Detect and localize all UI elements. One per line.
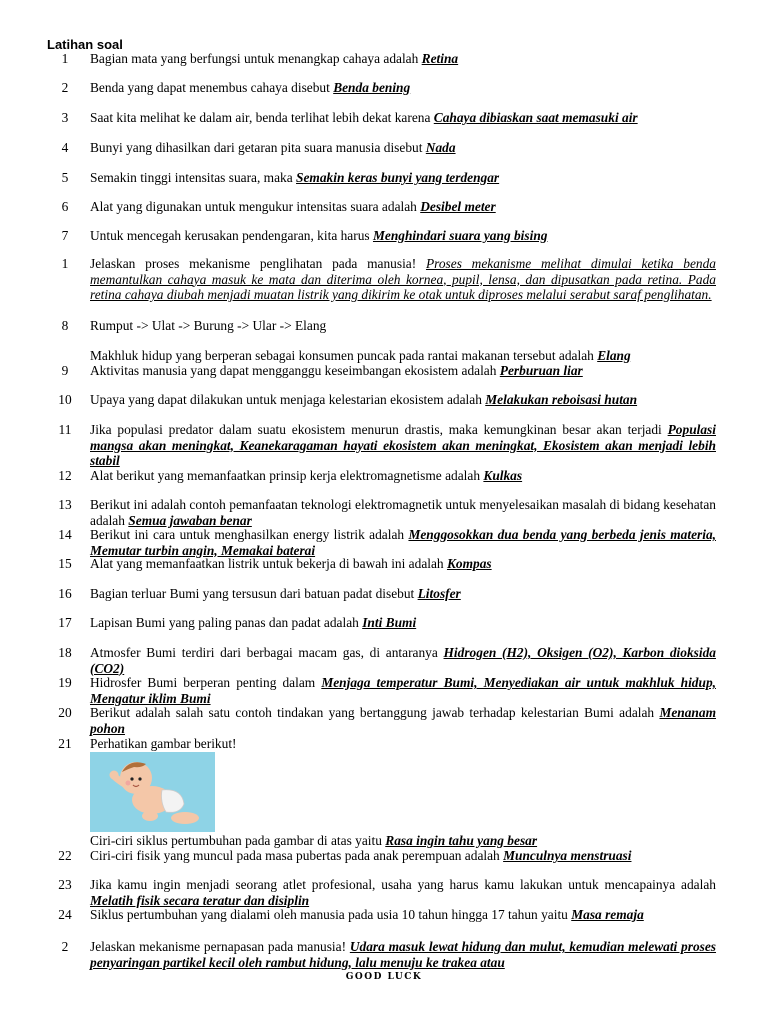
answer-text: Udara masuk lewat hidung dan mulut, kemudian melewati proses penyaringan partikel kecil oleh rambut hidung, lalu menuju ke trakea atau: [90, 939, 717, 970]
question-text-block: [90, 170, 716, 186]
question-text: Makhluk hidup yang berperan sebagai konsumen puncak pada rantai makanan tersebut adalah: [90, 348, 598, 363]
baby-crawling-image: [90, 752, 215, 832]
question-text-block: [90, 318, 716, 334]
question-text-block: [90, 256, 716, 303]
answer-text: Desibel meter: [420, 199, 496, 214]
question-text: Bagian mata yang berfungsi untuk menangkap cahaya adalah: [90, 51, 422, 66]
question-text: Aktivitas manusia yang dapat mengganggu keseimbangan ekosistem adalah: [90, 363, 500, 378]
question-text: Untuk mencegah kerusakan pendengaran, kita harus: [90, 228, 373, 243]
question-text: Bagian terluar Bumi yang tersusun dari batuan padat disebut: [90, 586, 418, 601]
question-text-block: [90, 392, 716, 408]
question-text: Jika kamu ingin menjadi seorang atlet profesional, usaha yang harus kamu lakukan untuk mencapainya adalah: [90, 877, 716, 892]
page-title: Latihan soal: [47, 37, 123, 52]
answer-text: Masa remaja: [571, 907, 644, 922]
question-number: 14: [58, 527, 72, 542]
question-number: 2: [61, 80, 69, 95]
question-text: Upaya yang dapat dilakukan untuk menjaga kelestarian ekosistem adalah: [90, 392, 486, 407]
answer-text: Inti Bumi: [362, 615, 417, 630]
question-text: Rumput -> Ulat -> Burung -> Ular -> Elang: [90, 318, 327, 333]
question-text: Berikut adalah salah satu contoh tindakan yang bertanggung jawab terhadap kelestarian Bumi adalah: [90, 705, 660, 720]
answer-text: Cahaya dibiaskan saat memasuki air: [433, 110, 638, 125]
question-text: Jelaskan proses mekanisme penglihatan pada manusia!: [90, 256, 426, 271]
question-number: 22: [58, 848, 72, 863]
question-text: Benda yang dapat menembus cahaya disebut: [90, 80, 334, 95]
question-text: Alat berikut yang memanfaatkan prinsip kerja elektromagnetisme adalah: [90, 468, 484, 483]
answer-text: Melatih fisik secara teratur dan disiplin: [90, 892, 310, 908]
question-number: 19: [58, 675, 72, 690]
question-text-block: [90, 468, 716, 484]
answer-text: Menggosokkan dua benda yang berbeda jenis materia, Memutar turbin angin, Memakai baterai: [90, 527, 716, 558]
question-number: 18: [58, 645, 72, 660]
answer-text: Munculnya menstruasi: [503, 848, 632, 863]
answer-text: Menjaga temperatur Bumi, Menyediakan air untuk makhluk hidup, Mengatur iklim Bumi: [90, 675, 716, 706]
question-text: Semakin tinggi intensitas suara, maka: [90, 170, 297, 185]
question-number: 13: [58, 497, 72, 512]
answer-text: Benda bening: [333, 80, 411, 95]
answer-text: Kulkas: [483, 468, 523, 483]
answer-text: Rasa ingin tahu yang besar: [385, 833, 538, 848]
question-number: 2: [61, 939, 69, 954]
question-text-block: [90, 907, 716, 923]
question-text: Alat yang digunakan untuk mengukur intensitas suara adalah: [90, 199, 421, 214]
question-text-block: [90, 363, 716, 379]
baby-illustration: [90, 752, 215, 832]
question-text-block: [90, 833, 716, 849]
question-text-block: [90, 615, 716, 631]
question-number: 3: [61, 110, 69, 125]
answer-text: Hidrogen (H2), Oksigen (O2), Karbon dioksida (CO2): [90, 645, 716, 676]
question-number: 24: [58, 907, 72, 922]
question-text-block: [90, 348, 716, 364]
question-number: 10: [58, 392, 72, 407]
question-text-block: [90, 939, 716, 970]
question-text-block: [90, 497, 716, 528]
question-number: 9: [61, 363, 69, 378]
question-number: 17: [58, 615, 72, 630]
question-number: 16: [58, 586, 72, 601]
question-number: 4: [61, 140, 69, 155]
question-text: Hidrosfer Bumi berperan penting dalam: [90, 675, 322, 690]
question-text-block: [90, 675, 716, 706]
question-text-block: [90, 556, 716, 572]
answer-text: Perburuan liar: [499, 363, 583, 378]
question-number: 1: [61, 51, 69, 66]
question-number: 11: [58, 422, 72, 437]
answer-text: Populasi mangsa akan meningkat, Keanekaragaman hayati ekosistem akan meningkat, Ekosistem akan menjadi lebih stabil: [90, 422, 716, 468]
answer-text: Elang: [597, 348, 631, 363]
question-text-block: [90, 80, 716, 96]
question-number: 8: [61, 318, 69, 333]
question-text-block: [90, 51, 716, 67]
question-text: Berikut ini adalah contoh pemanfaatan teknologi elektromagnetik untuk menyelesaikan masalah di bidang kesehatan adalah: [90, 497, 716, 528]
question-number: 21: [58, 736, 72, 751]
question-text-block: [90, 199, 716, 215]
question-text-block: [90, 110, 716, 126]
question-text: Saat kita melihat ke dalam air, benda terlihat lebih dekat karena: [90, 110, 434, 125]
question-text: Berikut ini cara untuk menghasilkan energy listrik adalah: [90, 527, 409, 542]
answer-text: Kompas: [446, 556, 492, 571]
answer-text: Nada: [425, 140, 456, 155]
question-text: Jika populasi predator dalam suatu ekosistem menurun drastis, maka kemungkinan besar akan terjadi: [90, 422, 668, 437]
answer-text: Litosfer: [417, 586, 461, 601]
answer-text: Semakin keras bunyi yang terdengar: [296, 170, 500, 185]
question-text: Siklus pertumbuhan yang dialami oleh manusia pada usia 10 tahun hingga 17 tahun yaitu: [90, 907, 572, 922]
question-text-block: [90, 848, 716, 864]
footer-good-luck: GOOD LUCK: [345, 972, 423, 982]
question-number: 20: [58, 705, 72, 720]
question-text-block: [90, 228, 716, 244]
question-number: 5: [61, 170, 69, 185]
question-text-block: [90, 527, 716, 558]
answer-text: Menghindari suara yang bising: [372, 228, 548, 243]
question-text: Lapisan Bumi yang paling panas dan padat adalah: [90, 615, 363, 630]
question-text: Atmosfer Bumi terdiri dari berbagai macam gas, di antaranya: [90, 645, 444, 660]
answer-text: Semua jawaban benar: [128, 512, 252, 528]
question-text: Ciri-ciri siklus pertumbuhan pada gambar di atas yaitu: [90, 833, 386, 848]
question-text: Bunyi yang dihasilkan dari getaran pita suara manusia disebut: [90, 140, 426, 155]
question-text-block: [90, 140, 716, 156]
question-text-block: [90, 877, 716, 908]
question-text-block: [90, 645, 716, 676]
answer-text: Proses mekanisme melihat dimulai ketika benda memantulkan cahaya masuk ke mata dan diterima oleh kornea, pupil, lensa, dan dipusatkan pada retina. Pada retina cahaya diubah menjadi muatan listrik yang dikirim ke otak untuk diproses melalui serabut saraf penglihatan.: [90, 256, 716, 302]
question-number: 6: [61, 199, 69, 214]
answer-text: Retina: [421, 51, 459, 66]
question-number: 23: [58, 877, 72, 892]
question-number: 15: [58, 556, 72, 571]
answer-text: Menanam pohon: [90, 705, 716, 736]
question-number: 1: [61, 256, 69, 271]
question-text: Perhatikan gambar berikut!: [90, 736, 237, 751]
question-text-block: [90, 736, 716, 752]
question-text-block: [90, 586, 716, 602]
question-text: Jelaskan mekanisme pernapasan pada manusia!: [90, 939, 350, 954]
question-number: 7: [61, 228, 69, 243]
question-text: Ciri-ciri fisik yang muncul pada masa pubertas pada anak perempuan adalah: [90, 848, 504, 863]
question-number: 12: [58, 468, 72, 483]
question-text-block: [90, 422, 716, 469]
answer-text: Melakukan reboisasi hutan: [485, 392, 638, 407]
question-text-block: [90, 705, 716, 736]
question-text: Alat yang memanfaatkan listrik untuk bekerja di bawah ini adalah: [90, 556, 447, 571]
